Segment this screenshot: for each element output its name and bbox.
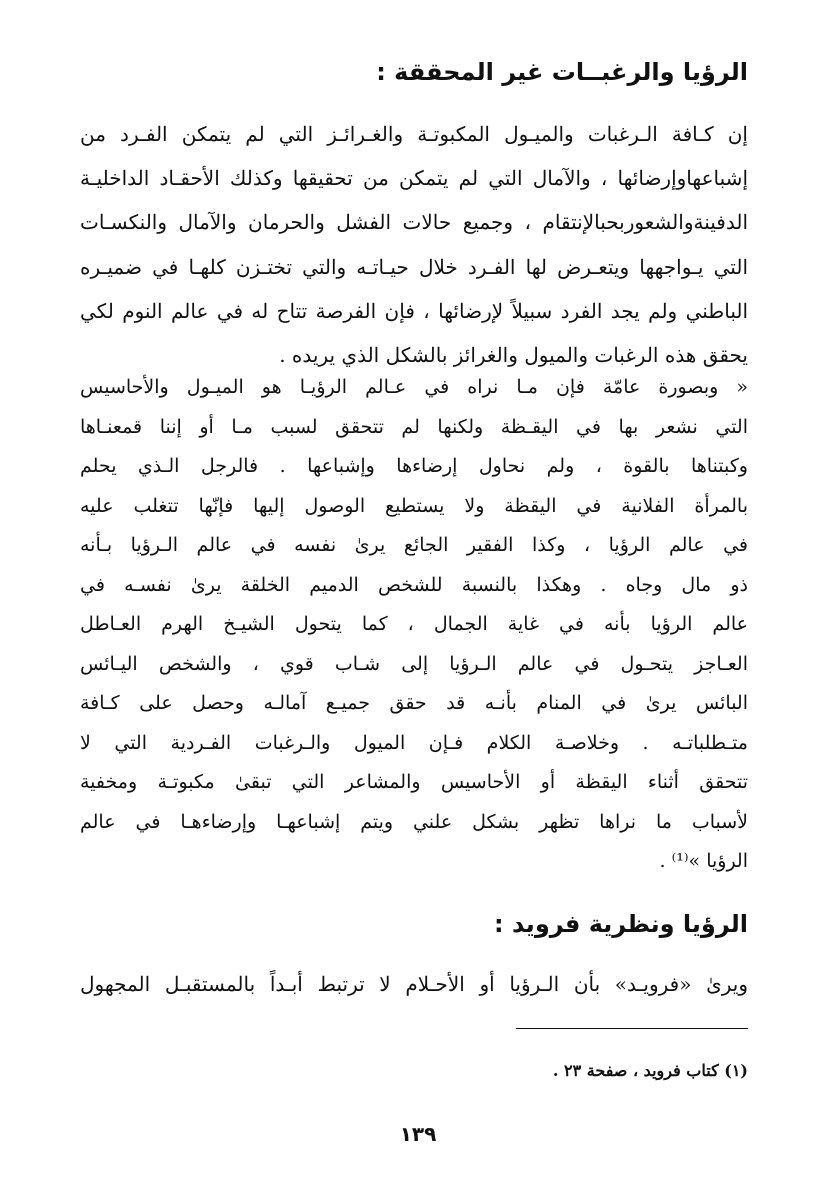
quoted-paragraph xyxy=(80,368,748,882)
text-line: وكبتناها بالقوة ، ولم نحاول إرضاءها وإشباعها . فالرجل الـذي يحلم xyxy=(80,455,748,477)
text-line: في عالم الرؤيا ، وكذا الفقير الجائع يرىٰ نفسه في عالم الـرؤيا بـأنه xyxy=(80,534,748,556)
text-line: الباطني ولم يجد الفرد سبيلاً لإرضائها ، فإن الفرصة تتاح له في عالم النوم لكي xyxy=(80,298,748,323)
section-heading-dreams-unfulfilled-desires: الرؤيا والرغبــات غير المحققة : xyxy=(376,58,748,86)
paragraph-freud xyxy=(80,964,748,1004)
text-line: يحقق هذه الرغبات والميول والغرائز بالشكل الذي يريده . xyxy=(279,342,748,367)
text-line: بالمرأة الفلانية في اليقظة ولا يستطيع الوصول إليها فإنّها تتغلب عليه xyxy=(80,494,748,517)
footnote-divider xyxy=(516,1028,748,1029)
text-line: « وبصورة عامّة فإن مـا نراه في عـالم الرؤيـا هو الميـول والأحاسيس xyxy=(80,376,748,398)
text-line: إشباعهاوإرضائها ، والآمال التي لم يتمكن من تحقيقها وكذلك الأحقـاد الداخليـة xyxy=(80,166,748,191)
text-line: التي نشعر بها في اليقـظة ولكنها لم تتحقق لسبب مـا أو إننا قمعنـاها xyxy=(80,415,748,438)
text-line: البائس يرىٰ في المنام بأنـه قد حقق جميـع آمالـه وحصل على كـافة xyxy=(80,692,748,714)
footnote: (١) كتاب فرويد ، صفحة ٢٣ . xyxy=(552,1061,748,1080)
text-line: الرؤيا »⁽¹⁾ . xyxy=(659,850,748,872)
text-line: الدفينةوالشعوربحبالإنتقام ، وجميع حالات الفشل والحرمان والآمال والنكسـات xyxy=(80,210,748,235)
text-line: ويرىٰ «فرويـد» بأن الـرؤيا أو الأحـلام لا ترتبط أبـداً بالمستقبـل المجهول xyxy=(80,972,748,996)
text-line: لأسباب ما نراها تظهر بشكل علني ويتم إشباعهـا وإرضاءهـا في عالم xyxy=(80,810,748,833)
text-line: ذو مال وجاه . وهكذا بالنسبة للشخص الدميم الخلقة يرىٰ نفسـه في xyxy=(80,573,748,596)
text-line: العـاجز يتحـول في عالم الـرؤيا إلى شـاب قوي ، والشخص اليـائس xyxy=(80,652,748,675)
paragraph-unfulfilled-desires xyxy=(80,112,748,377)
page-number: ١٣٩ xyxy=(399,1122,437,1146)
text-line: التي يـواجهها ويتعـرض لها الفـرد خلال حيـاتـه والتي تختـزن كلهـا في ضميـره xyxy=(80,254,748,279)
text-line: تتحقق أثناء اليقظة أو الأحاسيس والمشاعر التي تبقىٰ مكبوتـة ومخفية xyxy=(80,771,748,793)
text-line: عالم الرؤيا بأنه في غاية الجمال ، كما يتحول الشيـخ الهرم العـاطل xyxy=(80,613,748,635)
section-heading-freud-theory: الرؤيا ونظرية فرويد : xyxy=(493,910,748,938)
text-line: إن كـافة الـرغبات والميـول المكبوتـة والغـرائـز التي لم يتمكن الفـرد من xyxy=(80,122,748,146)
text-line: متـطلباتـه . وخلاصـة الكلام فـإن الميول والـرغبات الفـردية التي لا xyxy=(80,731,748,754)
